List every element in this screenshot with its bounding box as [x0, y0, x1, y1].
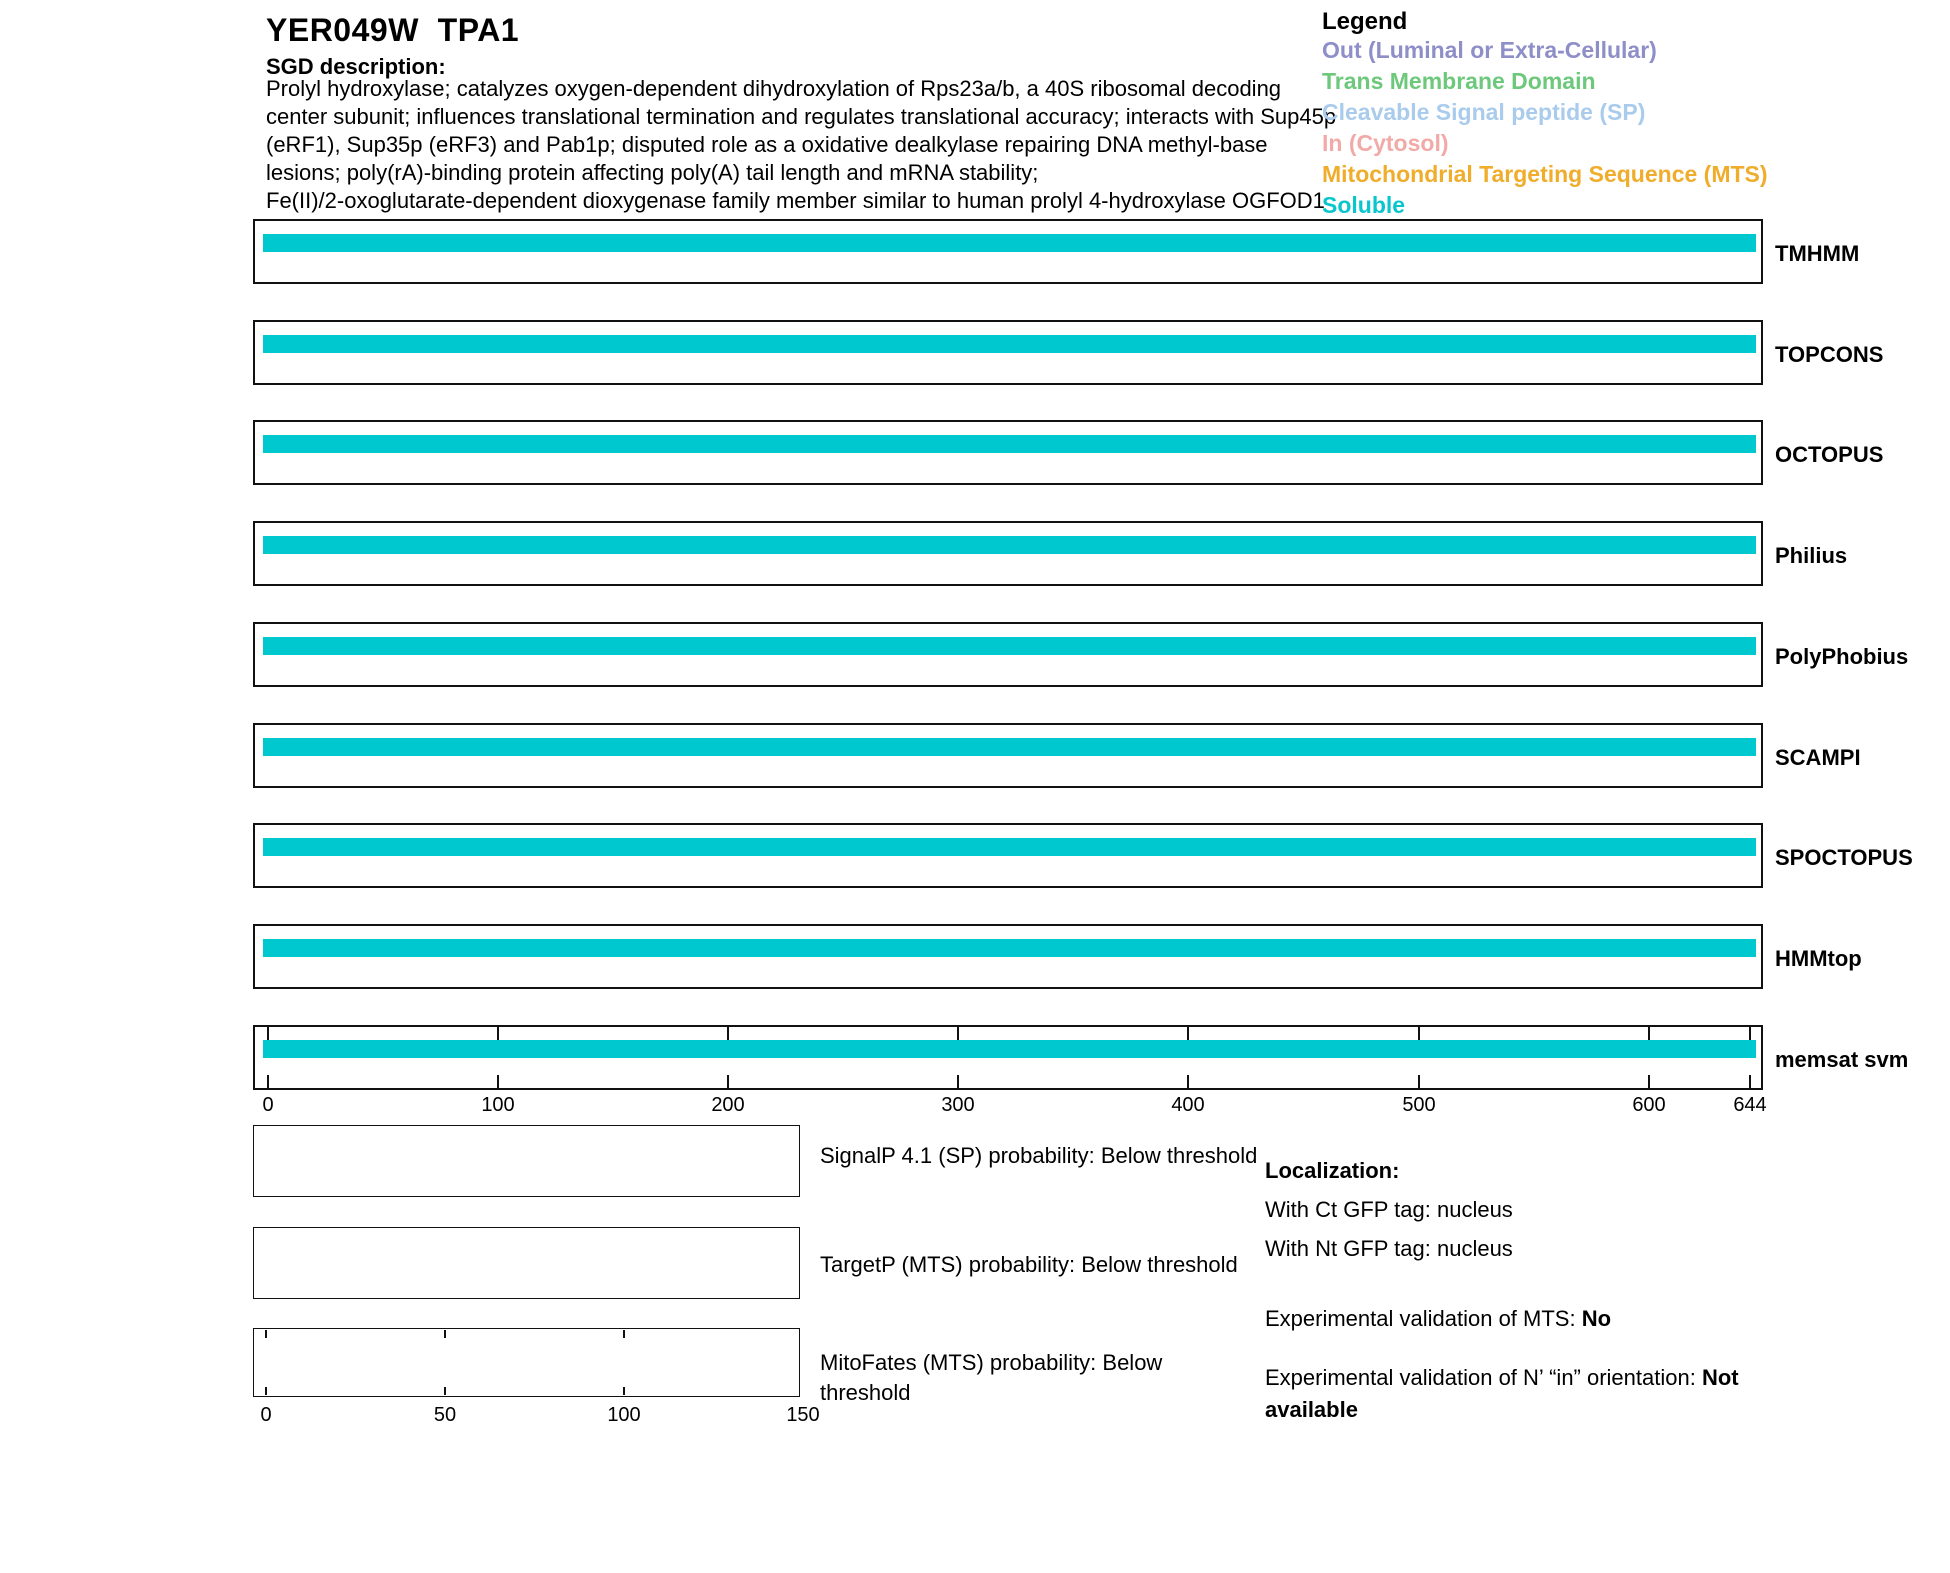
soluble-bar	[263, 335, 1756, 353]
memsat-top-tick	[1749, 1027, 1751, 1040]
signalp-plot-label: SignalP 4.1 (SP) probability: Below threshold	[820, 1143, 1258, 1168]
soluble-bar	[263, 536, 1756, 554]
memsat-bottom-tick	[957, 1075, 959, 1088]
soluble-bar	[263, 738, 1756, 756]
mitofates-axis-label: 100	[607, 1404, 641, 1426]
legend-item-tm: Trans Membrane Domain	[1322, 68, 1596, 94]
localization-ct-line: With Ct GFP tag: nucleus	[1265, 1197, 1513, 1222]
soluble-bar	[263, 838, 1756, 856]
track-box-topcons	[253, 320, 1763, 385]
legend-item-sp: Cleavable Signal peptide (SP)	[1322, 99, 1646, 125]
localization-title: Localization:	[1265, 1158, 1400, 1183]
memsat-bottom-tick	[1648, 1075, 1650, 1088]
soluble-bar	[263, 637, 1756, 655]
legend-item-out: Out (Luminal or Extra-Cellular)	[1322, 37, 1657, 63]
memsat-bottom-tick	[1187, 1075, 1189, 1088]
memsat-top-tick	[497, 1027, 499, 1040]
legend-item-in: In (Cytosol)	[1322, 130, 1449, 156]
mts-validation-value: No	[1581, 1306, 1612, 1331]
mitofates-axis-label: 0	[260, 1404, 272, 1426]
memsat-top-tick	[1418, 1027, 1420, 1040]
mitofates-bottom-tick	[623, 1387, 625, 1395]
soluble-bar	[263, 939, 1756, 957]
mitofates-plot-box	[253, 1328, 800, 1397]
signalp-plot-box	[253, 1125, 800, 1197]
mitofates-top-tick	[623, 1330, 625, 1338]
track-label-memsat-svm: memsat svm	[1775, 1047, 1909, 1072]
mts-validation-line	[1265, 1306, 1611, 1332]
track-box-polyphobius	[253, 622, 1763, 687]
mts-validation-prefix: Experimental validation of MTS:	[1265, 1306, 1582, 1331]
mitofates-top-tick	[265, 1330, 267, 1338]
track-box-spoctopus	[253, 823, 1763, 888]
residue-axis-label: 300	[941, 1094, 975, 1116]
residue-axis-label: 500	[1402, 1094, 1436, 1116]
track-label-scampi: SCAMPI	[1775, 745, 1861, 770]
track-label-polyphobius: PolyPhobius	[1775, 644, 1909, 669]
track-box-hmmtop	[253, 924, 1763, 989]
residue-axis-label: 644	[1733, 1094, 1767, 1116]
legend-title: Legend	[1322, 8, 1408, 35]
memsat-bottom-tick	[1418, 1075, 1420, 1088]
residue-axis-label: 400	[1171, 1094, 1205, 1116]
mitofates-plot-label: MitoFates (MTS) probability: Below threshold	[820, 1350, 1163, 1405]
memsat-bottom-tick	[497, 1075, 499, 1088]
sgd-description-line: lesions; poly(rA)-binding protein affecting poly(A) tail length and mRNA stability;	[266, 160, 1039, 185]
memsat-top-tick	[1187, 1027, 1189, 1040]
mitofates-bottom-tick	[265, 1387, 267, 1395]
track-label-octopus: OCTOPUS	[1775, 442, 1884, 467]
track-box-philius	[253, 521, 1763, 586]
soluble-bar	[263, 1040, 1756, 1058]
soluble-bar	[263, 435, 1756, 453]
soluble-bar	[263, 234, 1756, 252]
track-box-octopus	[253, 420, 1763, 485]
track-label-tmhmm: TMHMM	[1775, 241, 1860, 266]
orientation-validation-prefix: Experimental validation of N’ “in” orientation:	[1265, 1365, 1702, 1390]
mitofates-bottom-tick	[444, 1387, 446, 1395]
legend-item-mts: Mitochondrial Targeting Sequence (MTS)	[1322, 161, 1768, 187]
mitofates-axis-label: 150	[786, 1404, 820, 1426]
memsat-bottom-tick	[267, 1075, 269, 1088]
legend-item-soluble: Soluble	[1322, 192, 1406, 218]
sgd-description-line: Prolyl hydroxylase; catalyzes oxygen-dependent dihydroxylation of Rps23a/b, a 40S ribosomal decoding	[266, 76, 1282, 101]
memsat-bottom-tick	[727, 1075, 729, 1088]
mitofates-axis-label: 50	[433, 1404, 457, 1426]
track-box-tmhmm	[253, 219, 1763, 284]
track-label-hmmtop: HMMtop	[1775, 946, 1862, 971]
targetp-plot-box	[253, 1227, 800, 1299]
memsat-top-tick	[267, 1027, 269, 1040]
sgd-description-line: Fe(II)/2-oxoglutarate-dependent dioxygenase family member similar to human prolyl 4-hydroxylase OGFOD1	[266, 188, 1325, 213]
residue-axis-label: 0	[262, 1094, 274, 1116]
page-title: YER049W TPA1	[266, 12, 520, 48]
sgd-description-label: SGD description:	[266, 54, 446, 79]
track-label-topcons: TOPCONS	[1775, 342, 1884, 367]
sgd-description-line: (eRF1), Sup35p (eRF3) and Pab1p; disputed role as a oxidative dealkylase repairing DNA methyl-base	[266, 132, 1268, 157]
residue-axis-label: 200	[711, 1094, 745, 1116]
memsat-top-tick	[1648, 1027, 1650, 1040]
mitofates-top-tick	[444, 1330, 446, 1338]
residue-axis-label: 600	[1632, 1094, 1666, 1116]
track-box-scampi	[253, 723, 1763, 788]
residue-axis-label: 100	[481, 1094, 515, 1116]
memsat-bottom-tick	[1749, 1075, 1751, 1088]
targetp-plot-label: TargetP (MTS) probability: Below threshold	[820, 1252, 1238, 1277]
track-label-philius: Philius	[1775, 543, 1848, 568]
orientation-validation-line	[1265, 1362, 1815, 1426]
track-box-memsat-svm	[253, 1025, 1763, 1090]
sgd-description-line: center subunit; influences translational termination and regulates translational accuracy; interacts with Sup45p	[266, 104, 1337, 129]
track-label-spoctopus: SPOCTOPUS	[1775, 845, 1913, 870]
memsat-top-tick	[957, 1027, 959, 1040]
memsat-top-tick	[727, 1027, 729, 1040]
orientation-validation-value: Not available	[1265, 1365, 1739, 1422]
localization-nt-line: With Nt GFP tag: nucleus	[1265, 1236, 1513, 1261]
